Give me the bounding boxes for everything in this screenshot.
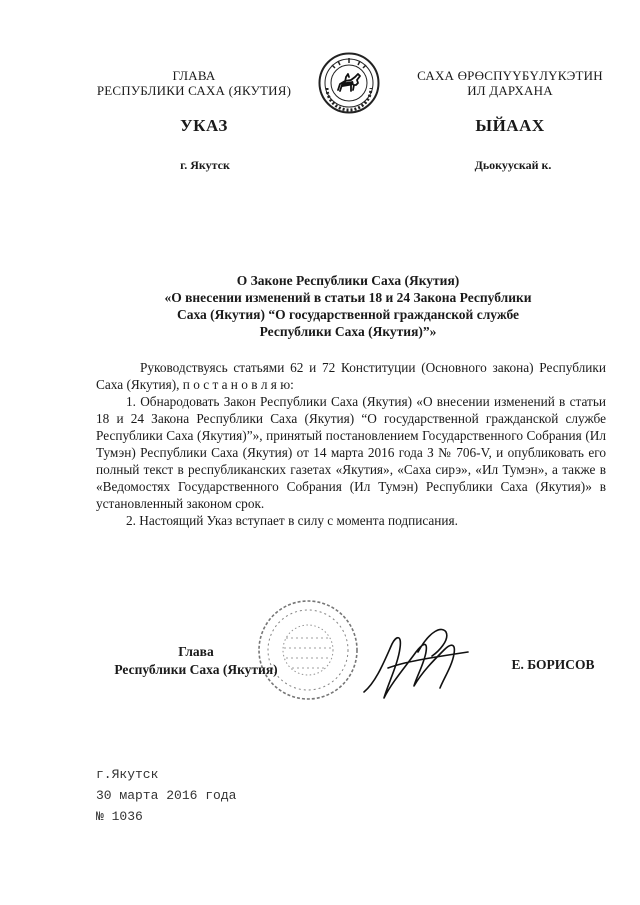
document-type-title: УКАЗ <box>180 116 228 135</box>
handwritten-signature-icon <box>358 622 474 712</box>
header-left-line: РЕСПУБЛИКИ САХА (ЯКУТИЯ) <box>96 83 292 98</box>
decree-intro: Руководствуясь статьями 62 и 72 Конституции (Основного закона) Республики Саха (Якутия), п о с т а н о в л я ю: <box>96 360 606 392</box>
decree-item-1: 1. Обнародовать Закон Республики Саха (Якутия) «О внесении изменений в статьи 18 и 24 Закона Республики Саха (Якутия) “О государственной гражданской службе Республики Саха (Якутия)”», принятый постановлением Государственного Собрания (Ил Тумэн) Республики Саха (Якутия) от 14 марта 2016 года З № 706-V, и опубликовать его полный текст в республиканских газетах «Якутия», «Саха сирэ», «Ил Тумэн», а также в «Ведомостях Государственного Собрания (Ил Тумэн) Республики Саха (Якутия)» в установленный законом срок. <box>96 394 606 511</box>
registration-block <box>96 764 236 827</box>
registration-number: № 1036 <box>96 809 143 824</box>
decree-item-2: 2. Настоящий Указ вступает в силу с момента подписания. <box>126 513 458 528</box>
signatory-title <box>96 643 296 679</box>
header-left-authority <box>84 68 304 98</box>
subject-line: Республики Саха (Якутия)”» <box>259 324 437 339</box>
header-left-line: ГЛАВА <box>172 68 216 83</box>
header-right-authority <box>398 68 622 98</box>
header-right-line: ИЛ ДАРХАНА <box>467 83 553 98</box>
decree-body <box>96 359 606 529</box>
document-type-title-yakut: ЫЙААХ <box>475 116 545 135</box>
sakha-republic-coat-of-arms-icon <box>318 52 380 114</box>
header-right-line: САХА ӨРӨСПҮҮБҮЛҮКЭТИН <box>417 68 603 83</box>
subject-line: «О внесении изменений в статьи 18 и 24 Закона Республики <box>164 290 532 305</box>
subject-line: Саха (Якутия) “О государственной гражданской службе <box>176 307 520 322</box>
signatory-name: Е. БОРИСОВ <box>511 657 595 672</box>
signatory-title-line: Республики Саха (Якутия) <box>114 662 278 677</box>
subject-line: О Законе Республики Саха (Якутия) <box>236 273 460 288</box>
issue-place-yakut: Дьокуускай к. <box>474 158 552 172</box>
registration-city: г.Якутск <box>96 767 159 782</box>
decree-subject <box>108 272 588 340</box>
issue-place: г. Якутск <box>180 158 230 172</box>
signatory-title-line: Глава <box>178 644 214 659</box>
registration-date: 30 марта 2016 года <box>96 788 237 803</box>
